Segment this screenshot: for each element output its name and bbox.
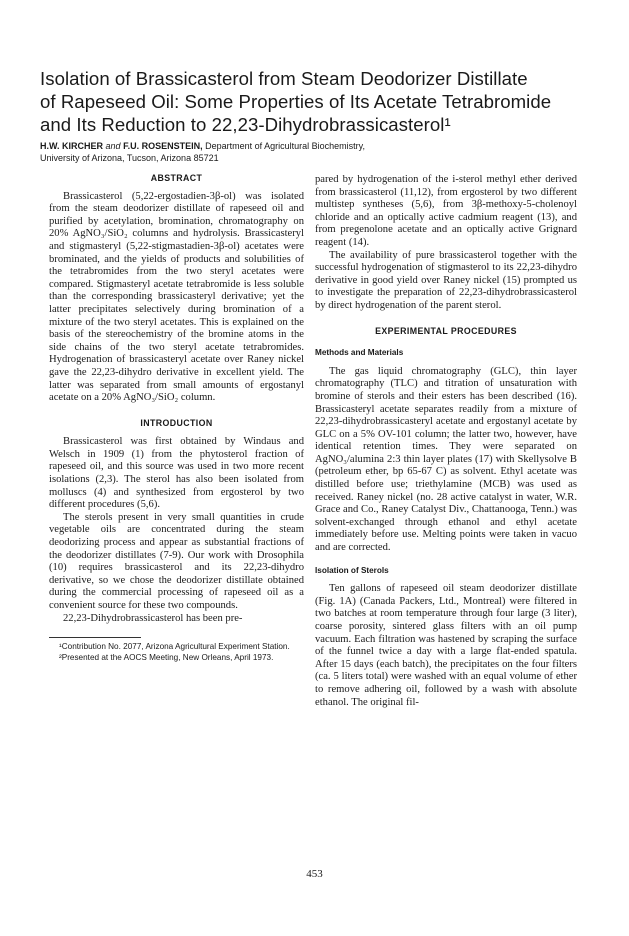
title-line: and Its Reduction to 22,23-Dihydrobrassicasterol¹ [40,114,451,135]
abstract-heading: ABSTRACT [150,173,203,183]
methods-heading: Methods and Materials [315,348,404,358]
author-name: H.W. KIRCHER [40,141,103,151]
footnote-divider [49,637,141,638]
isolation-text: Ten gallons of rapeseed oil steam deodorizer distillate (Fig. 1A) (Canada Packers, Ltd., Montreal) were filtered in two batches at room temperature through four large (3 liter), coarse porosity, sintered glass filters with an oil pump vacuum. Each filtration was hastened by scraping the surface of the funnel twice a day with a large flat-ended spatula. After 15 days (each batch), the precipitates on the four filters (ca. 5 liters total) were washed with an equal volume of ether to remove adhering oil, followed by a wash with absolute ethanol. The original fil- [315,583,577,708]
experimental-heading: EXPERIMENTAL PROCEDURES [375,325,517,336]
methods-text: The gas liquid chromatography (GLC), thin layer chromatography (TLC) and titration of unsaturation with bromine of sterols and their esters has been described (16). Brassicasteryl acetate separates readily from a mixture of 22,23-dihydrobrassicasteryl acetate and ergostanyl acetate by GLC on a 5% OV-101 column; the latter two, however, have identical retention times. They were separated on AgNO₃/alumina 2:3 thin layer plates (17) with Skellysolve B (petroleum ether, bp 65-67 C) as solvent. Ethyl acetate was distilled before use; triethylamine (MCB) was used as received. Raney nickel (no. 28 active catalyst in water, W.R. Grace and Co., Raney Catalyst Div., Chattanooga, Tenn.) was solvent-exchanged through ethanol and ethyl acetate immediately before use. Melting points were taken in vacuo and are corrected. [315,365,577,554]
left-column [49,172,304,664]
right-column [315,174,577,709]
footnote: ²Presented at the AOCS Meeting, New Orleans, April 1973. [59,652,274,662]
introduction-heading: INTRODUCTION [140,417,213,428]
author-affiliation: University of Arizona, Tucson, Arizona 85721 [40,153,219,163]
footnote: ¹Contribution No. 2077, Arizona Agricultural Experiment Station. [59,642,290,652]
introduction-paragraph: The availability of pure brassicasterol together with the successful hydrogenation of stigmasterol to its 22,23-dihydro derivative in good yield over Raney nickel (15) prompted us to investigate the preparation of 22,23-dihydrobrassicasterol by direct hydrogenation of the parent sterol. [315,249,577,311]
footnotes [49,642,304,664]
abstract-text: Brassicasterol (5,22-ergostadien-3β-ol) was isolated from the steam deodorizer distillate of rapeseed oil and purified by acetylation, bromination, chromatography on 20% AgNO₃/SiO₂ columns and hydrolysis. Brassicasteryl and stigmasteryl (5,22-stigmastadien-3β-ol) acetates were brominated, and the yields of products and solubilities of the tetrabromides from the two steryl acetates were compared. Stigmasteryl acetate tetrabromide is less soluble than the corresponding brassicasteryl derivative; yet the latter precipitates selectively during bromination of a mixture of the two steryl acetates. This is explained on the basis of the stereochemistry of the bromine atoms in the side chains of the two steryl acetate tetrabromides. Hydrogenation of brassicasteryl acetate over Raney nickel gave the 22,23-dihydro derivative in excellent yield. The latter was separated from small amounts of ergostanyl acetate on a 20% AgNO₃/SiO₂ column. [49,190,304,404]
author-department: Department of Agricultural Biochemistry, [205,141,365,151]
introduction-paragraph: 22,23-Dihydrobrassicasterol has been pre- [63,612,243,624]
isolation-heading: Isolation of Sterols [315,565,389,575]
title-line: of Rapeseed Oil: Some Properties of Its Acetate Tetrabromide [40,91,552,112]
title-line: Isolation of Brassicasterol from Steam Deodorizer Distillate [40,68,528,89]
article-title [40,67,600,136]
author-conjunction: and [105,141,121,151]
author-name: F.U. ROSENSTEIN, [123,141,203,151]
introduction-continued: pared by hydrogenation of the i-sterol methyl ether derived from brassicasterol (11,12), from ergosterol by two different multistep syntheses (5,6), from 3β-methoxy-5-cholenoyl chloride and an optically active cadmium reagent (13), and from pregenolone acetate and an optically active Grignard reagent (14). [315,174,577,248]
author-block [40,140,600,164]
introduction-paragraph: The sterols present in very small quantities in crude vegetable oils are concentrated during the steam deodorizing process and appear as substantial fractions of the deodorizer distillates (7-9). Our work with Drosophila (10) requires brassicasterol and its 22,23-dihydro derivative, so we chose the deodorizer distillate obtained during the commercial processing of rapeseed oil as a convenient source for these two compounds. [49,511,304,611]
introduction-paragraph: Brassicasterol was first obtained by Windaus and Welsch in 1909 (1) from the phytosterol fraction of rapeseed oil, and this source was used in two more recent isolations (2,3). The sterol has also been isolated from molluscs (4) and synthesized from ergosterol by two different procedures (5,6). [49,436,304,511]
page-number: 453 [306,868,323,880]
